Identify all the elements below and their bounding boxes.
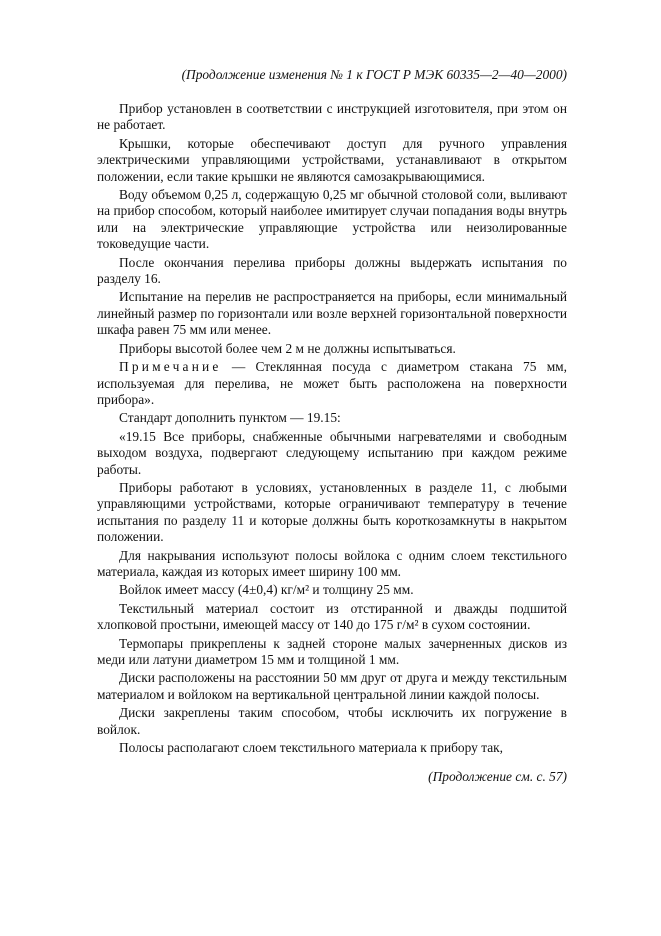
paragraph: Войлок имеет массу (4±0,4) кг/м² и толщину 25 мм. [119,582,414,598]
page-footer-continuation: (Продолжение см. с. 57) [428,769,567,784]
note-paragraph [97,359,567,408]
note-text: — Стеклянная посуда с диаметром стакана 75 мм, используемая для перелива, не может быть расположена на поверхности прибора». [97,359,567,407]
page-header-continuation: (Продолжение изменения № 1 к ГОСТ Р МЭК 60335—2—40—2000) [181,67,567,82]
paragraph: После окончания перелива приборы должны выдержать испытания по разделу 16. [97,254,567,287]
paragraph: «19.15 Все приборы, снабженные обычными нагревателями и свободным выходом воздуха, подвергают следующему испытанию при каждом режиме работы. [97,428,567,477]
paragraph: Термопары прикреплены к задней стороне малых зачерненных дисков из меди или латуни диаметром 15 мм и толщиной 1 мм. [97,635,567,667]
paragraph: Прибор установлен в соответствии с инструкцией изготовителя, при этом он не работает. [97,101,567,133]
paragraph: Приборы высотой более чем 2 м не должны испытываться. [119,340,456,356]
paragraph: Диски расположены на расстоянии 50 мм друг от друга и между текстильным материалом и войлоком на вертикальной центральной линии каждой полосы. [97,670,567,702]
paragraph: Стандарт дополнить пунктом — 19.15: [119,410,341,426]
document-body [97,101,567,758]
paragraph: Для накрывания используют полосы войлока с одним слоем текстильного материала, каждая из которых имеет ширину 100 мм. [97,547,567,579]
paragraph: Диски закреплены таким способом, чтобы исключить их погружение в войлок. [97,705,567,737]
paragraph: Воду объемом 0,25 л, содержащую 0,25 мг обычной столовой соли, выливают на прибор способом, который наиболее имитирует случаи попадания воды внутрь или на электрические управляющие устройства или неизолированные токоведущие части. [97,187,567,252]
note-label: Примечание [119,359,222,375]
paragraph: Крышки, которые обеспечивают доступ для ручного управления электрическими управляющими устройствами, устанавливают в открытом положении, если такие крышки не являются самозакрывающимися. [97,135,567,184]
paragraph: Приборы работают в условиях, установленных в разделе 11, с любыми управляющими устройствами, которые ограничивают температуру в течение испытания по разделу 11 и которые должны быть короткозамкнуты в накрытом положении. [97,479,567,545]
paragraph: Текстильный материал состоит из отстиранной и дважды подшитой хлопковой простыни, имеющей массу от 140 до 175 г/м² в сухом состоянии. [97,600,567,633]
paragraph: Испытание на перелив не распространяется на приборы, если минимальный линейный размер по горизонтали или возле верхней горизонтальной поверхности шкафа равен 75 мм или менее. [97,289,567,338]
paragraph: Полосы располагают слоем текстильного материала к прибору так, [119,740,504,756]
